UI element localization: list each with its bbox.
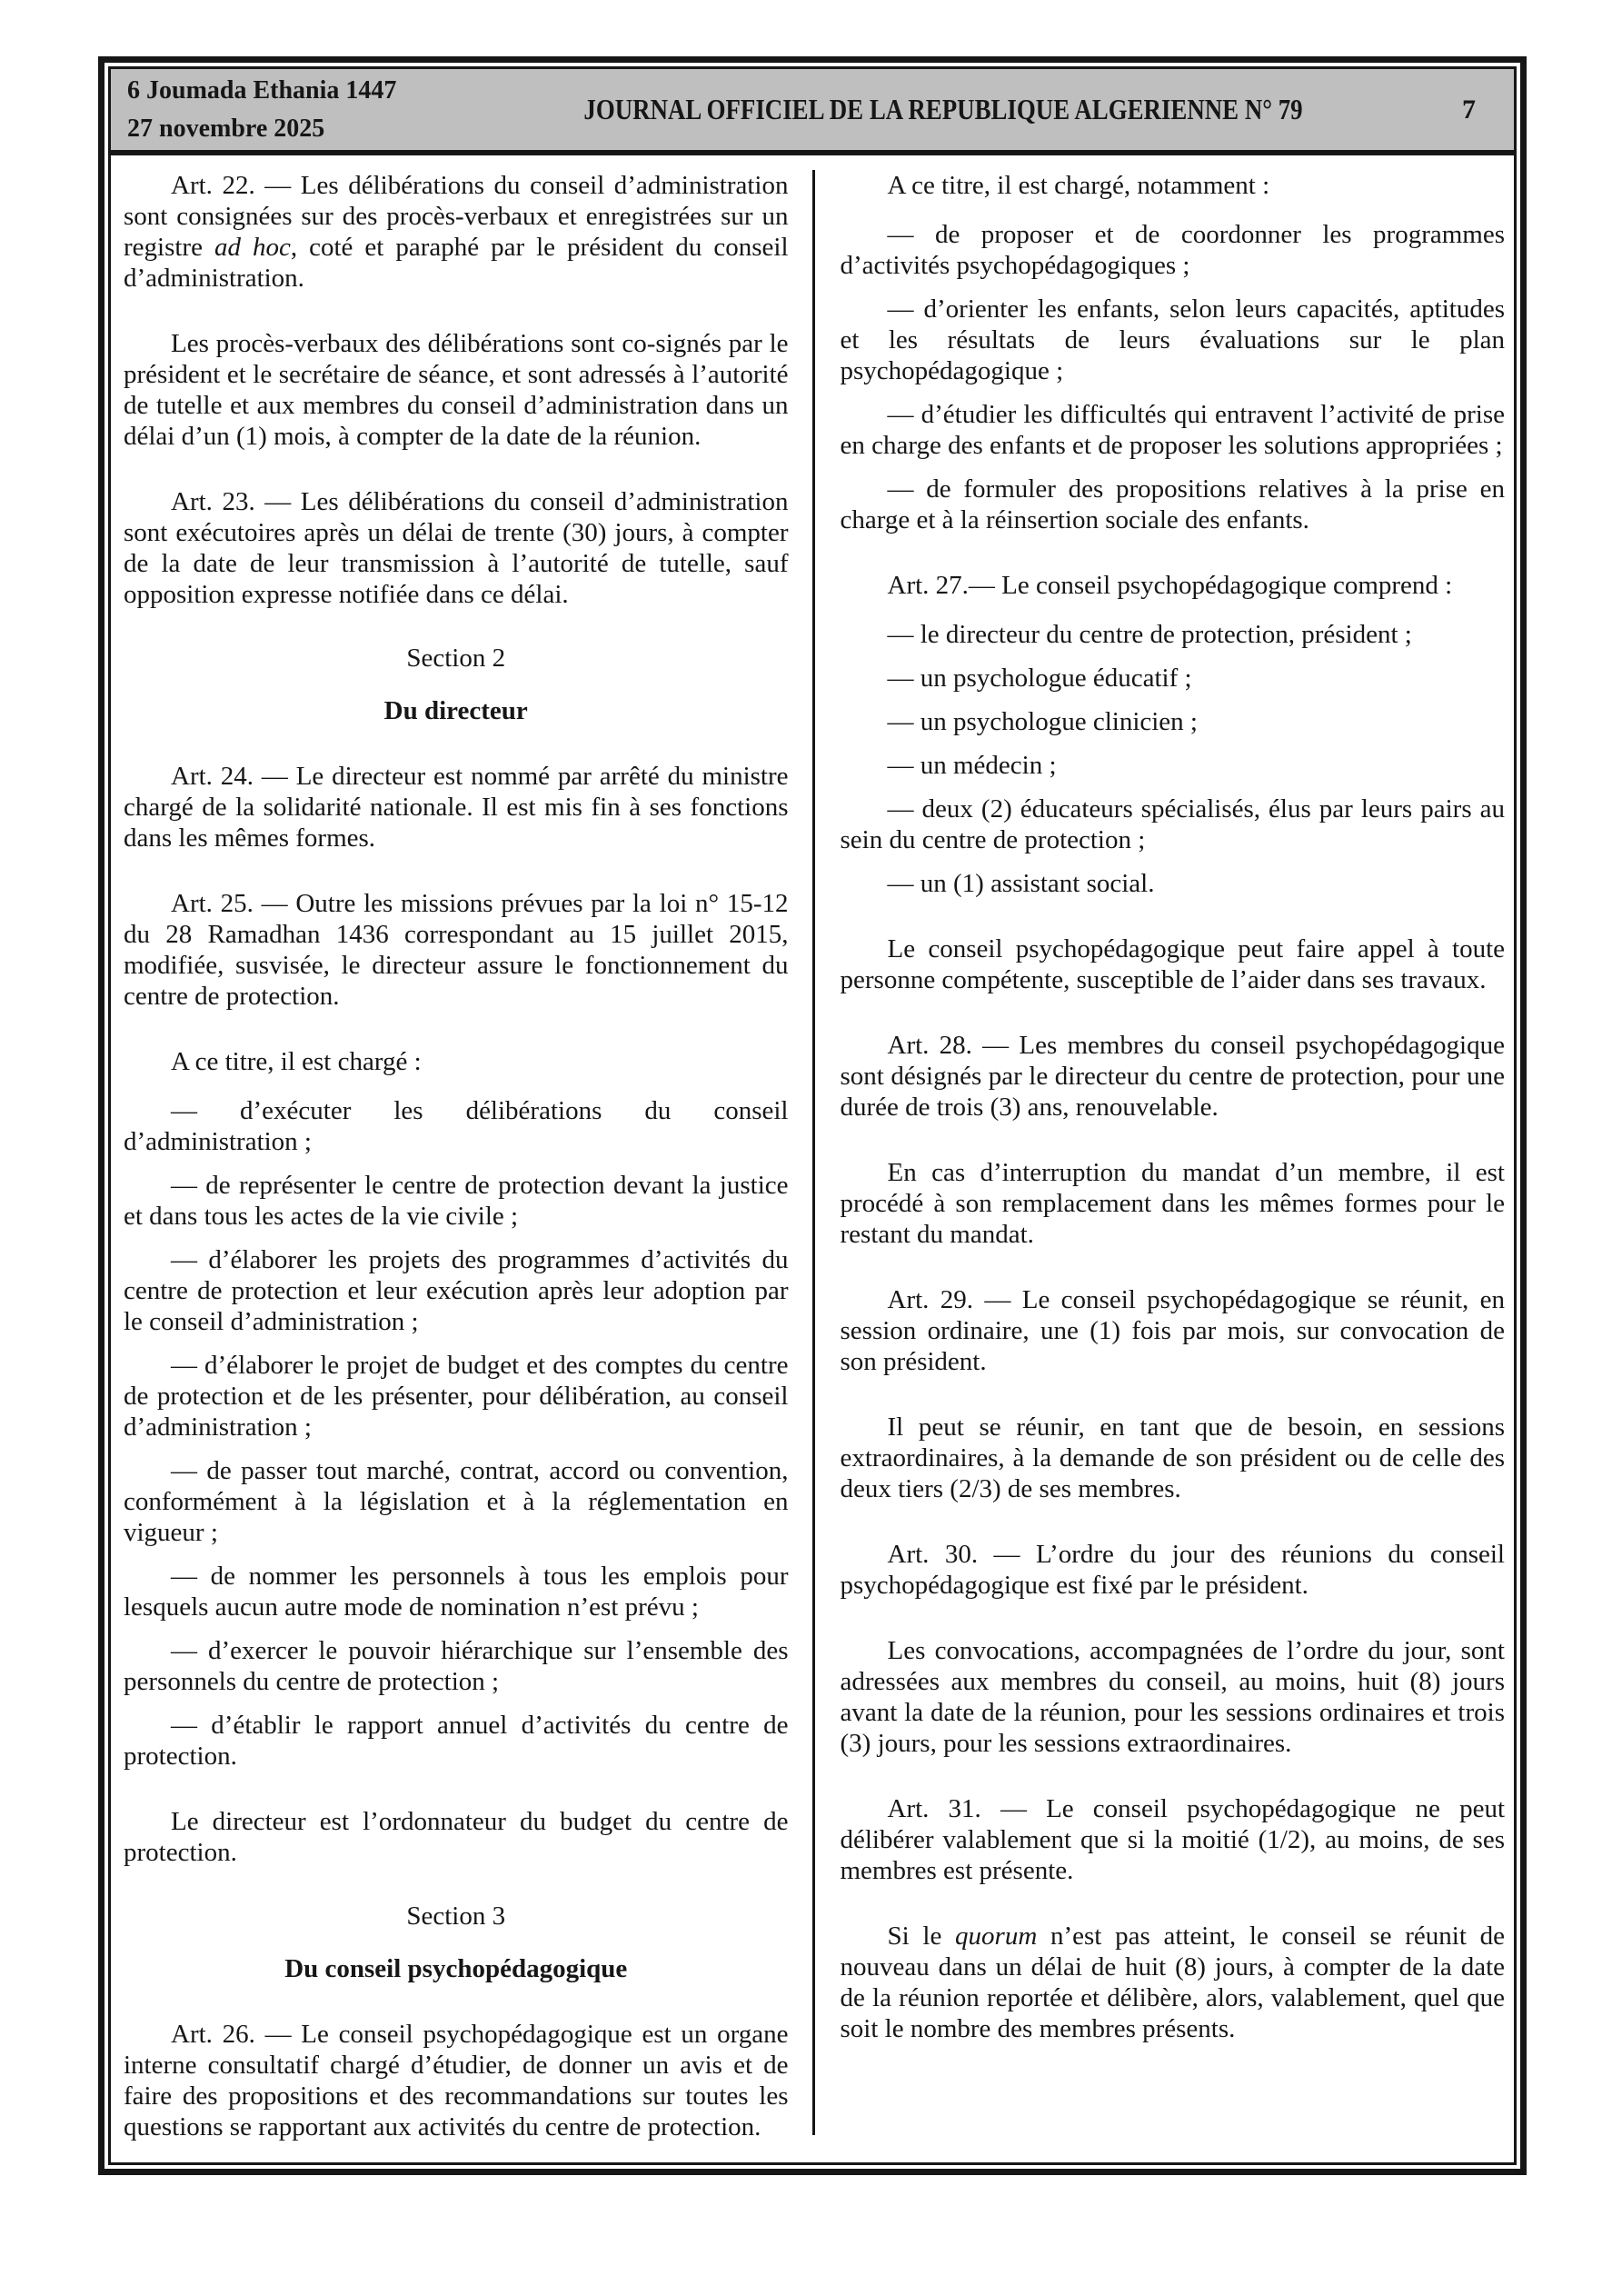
text-segment: A ce titre, il est chargé, notamment : — [887, 171, 1270, 200]
paragraph — [124, 328, 789, 452]
section-heading — [124, 1953, 789, 1984]
paragraph — [841, 474, 1506, 535]
paragraph — [124, 1635, 789, 1697]
page-number: 7 — [1462, 94, 1476, 125]
text-segment: Art. 25. — Outre les missions prévues par la loi n° 15-12 du 28 Ramadhan 1436 correspondant au 15 juillet 2015, modifiée, susvisée, le directeur assure le fonctionnement du centre de protection. — [124, 889, 789, 1011]
italic-text: ad hoc — [214, 233, 291, 262]
text-segment: — d’étudier les difficultés qui entravent l’activité de prise en charge des enfants et de proposer les solutions appropriées ; — [840, 400, 1505, 460]
paragraph — [841, 1412, 1506, 1504]
italic-text: quorum — [955, 1922, 1038, 1951]
page-frame-inner — [108, 66, 1517, 2165]
paragraph — [124, 1046, 789, 1077]
paragraph — [841, 1635, 1506, 1759]
text-segment: — de formuler des propositions relatives à la prise en charge et à la réinsertion sociale des enfants. — [840, 474, 1505, 534]
paragraph — [124, 1095, 789, 1157]
text-segment: Section 2 — [406, 644, 506, 673]
paragraph — [124, 1350, 789, 1442]
text-segment: Les procès-verbaux des délibérations sont co-signés par le président et le secrétaire de séance, et sont adressés à l’autorité de tutelle et aux membres du conseil d’administration dans un délai d’un (1) mois, à compter de la date de la réunion. — [124, 329, 789, 451]
paragraph — [841, 1157, 1506, 1250]
text-segment: Section 3 — [406, 1902, 506, 1931]
paragraph — [124, 1244, 789, 1337]
text-segment: — d’exercer le pouvoir hiérarchique sur l’ensemble des personnels du centre de protection ; — [124, 1636, 789, 1696]
text-segment: — deux (2) éducateurs spécialisés, élus par leurs pairs au sein du centre de protection ; — [840, 794, 1505, 854]
text-segment: — de proposer et de coordonner les programmes d’activités psychopédagogiques ; — [840, 220, 1505, 280]
text-segment: — un psychologue clinicien ; — [887, 707, 1198, 736]
paragraph — [841, 1539, 1506, 1601]
paragraph — [841, 868, 1506, 899]
text-segment: — d’élaborer les projets des programmes d’activités du centre de protection et leur exécution après leur adoption par le conseil d’administration ; — [124, 1245, 789, 1336]
paragraph — [124, 1561, 789, 1622]
paragraph — [841, 1030, 1506, 1123]
paragraph — [124, 1806, 789, 1868]
paragraph — [841, 794, 1506, 855]
paragraph — [841, 1284, 1506, 1377]
paragraph — [124, 486, 789, 610]
journal-title: JOURNAL OFFICIEL DE LA REPUBLIQUE ALGERIENNE N° 79 — [583, 93, 1303, 125]
content-columns — [111, 155, 1514, 2162]
text-segment: Art. 26. — Le conseil psychopédagogique est un organe interne consultatif chargé d’étudier, de donner un avis et de faire des propositions et des recommandations sur toutes les questions se rapportant aux activités du centre de protection. — [124, 2020, 789, 2141]
paragraph — [841, 294, 1506, 386]
text-segment: Art. 28. — Les membres du conseil psychopédagogique sont désignés par le directeur du centre de protection, pour une durée de trois (3) ans, renouvelable. — [840, 1031, 1505, 1122]
text-segment: , coté et paraphé par le président du conseil d’administration. — [124, 233, 789, 293]
text-segment: Art. 22. — Les délibérations du conseil d’administration sont consignées sur des procès-verbaux et enregistrées sur un registre — [124, 171, 789, 262]
text-segment: — un psychologue éducatif ; — [887, 664, 1192, 693]
text-segment: Art. 27.— Le conseil psychopédagogique comprend : — [887, 571, 1453, 600]
text-segment: — le directeur du centre de protection, président ; — [887, 620, 1412, 649]
paragraph — [841, 1921, 1506, 2044]
text-segment: Art. 30. — L’ordre du jour des réunions du conseil psychopédagogique est fixé par le président. — [840, 1540, 1505, 1600]
text-segment: Du conseil psychopédagogique — [284, 1954, 628, 1983]
paragraph — [841, 706, 1506, 737]
text-segment: — d’élaborer le projet de budget et des comptes du centre de protection et de les présenter, pour délibération, au conseil d’administration ; — [124, 1351, 789, 1442]
paragraph — [124, 170, 789, 294]
text-segment: Art. 29. — Le conseil psychopédagogique se réunit, en session ordinaire, une (1) fois par mois, sur convocation de son président. — [840, 1285, 1505, 1376]
text-segment: n’est pas atteint, le conseil se réunit de nouveau dans un délai de huit (8) jours, à compter de la date de la réunion reportée et délibère, alors, valablement, quel que soit le nombre des membres présents. — [840, 1922, 1505, 2043]
paragraph — [124, 1170, 789, 1232]
text-segment: — un (1) assistant social. — [887, 869, 1155, 898]
text-segment: A ce titre, il est chargé : — [171, 1047, 422, 1076]
text-segment: — d’établir le rapport annuel d’activités du centre de protection. — [124, 1711, 789, 1771]
text-segment: — de représenter le centre de protection devant la justice et dans tous les actes de la vie civile ; — [124, 1171, 789, 1231]
right-column — [815, 170, 1509, 2162]
text-segment: — de passer tout marché, contrat, accord ou convention, conformément à la législation et à la réglementation en vigueur ; — [124, 1456, 789, 1547]
text-segment: Art. 24. — Le directeur est nommé par arrêté du ministre chargé de la solidarité nationale. Il est mis fin à ses fonctions dans les mêmes formes. — [124, 762, 789, 853]
text-segment: En cas d’interruption du mandat d’un membre, il est procédé à son remplacement dans les mêmes formes pour le restant du mandat. — [840, 1158, 1505, 1249]
text-segment: — de nommer les personnels à tous les emplois pour lesquels aucun autre mode de nomination n’est prévu ; — [124, 1562, 789, 1622]
text-segment: Les convocations, accompagnées de l’ordre du jour, sont adressées aux membres du conseil, au moins, huit (8) jours avant la date de la réunion, pour les sessions ordinaires et trois (3) jours, pour les sessions extraordinaires. — [840, 1636, 1505, 1758]
paragraph — [124, 761, 789, 854]
section-heading — [124, 695, 789, 726]
paragraph — [841, 933, 1506, 995]
text-segment: Art. 23. — Les délibérations du conseil d’administration sont exécutoires après un délai de trente (30) jours, à compter de la date de leur transmission à l’autorité de tutelle, sauf opposition expresse notifiée dans ce délai. — [124, 487, 789, 609]
paragraph — [841, 750, 1506, 781]
text-segment: Art. 31. — Le conseil psychopédagogique ne peut délibérer valablement que si la moitié (1/2), au moins, de ses membres est présente. — [840, 1794, 1505, 1885]
paragraph — [841, 399, 1506, 461]
issue-date-hijri: 6 Joumada Ethania 1447 — [127, 75, 397, 105]
paragraph — [124, 2019, 789, 2142]
page-frame — [98, 56, 1527, 2175]
paragraph — [841, 663, 1506, 694]
paragraph — [841, 570, 1506, 601]
text-segment: Si le — [887, 1922, 956, 1951]
text-segment: Le directeur est l’ordonnateur du budget du centre de protection. — [124, 1807, 789, 1867]
paragraph — [124, 1455, 789, 1548]
paragraph — [124, 888, 789, 1012]
journal-title-wrap — [396, 93, 1462, 126]
section-heading — [124, 1901, 789, 1932]
paragraph — [841, 1793, 1506, 1886]
paragraph — [124, 1710, 789, 1772]
text-segment: — d’exécuter les délibérations du conseil d’administration ; — [124, 1096, 789, 1156]
paragraph — [841, 219, 1506, 281]
text-segment: — d’orienter les enfants, selon leurs capacités, aptitudes et les résultats de leurs évaluations sur le plan psychopédagogique ; — [840, 294, 1505, 385]
text-segment: Le conseil psychopédagogique peut faire appel à toute personne compétente, susceptible de l’aider dans ses travaux. — [840, 934, 1505, 994]
issue-date-gregorian: 27 novembre 2025 — [127, 114, 325, 143]
issue-date — [127, 72, 396, 148]
section-heading — [124, 643, 789, 674]
text-segment: Du directeur — [383, 696, 528, 725]
text-segment: Il peut se réunir, en tant que de besoin, en sessions extraordinaires, à la demande de son président ou de celle des deux tiers (2/3) de ses membres. — [840, 1413, 1505, 1503]
paragraph — [841, 619, 1506, 650]
text-segment: — un médecin ; — [887, 751, 1057, 780]
left-column — [118, 170, 812, 2162]
page-header — [111, 69, 1514, 155]
paragraph — [841, 170, 1506, 201]
